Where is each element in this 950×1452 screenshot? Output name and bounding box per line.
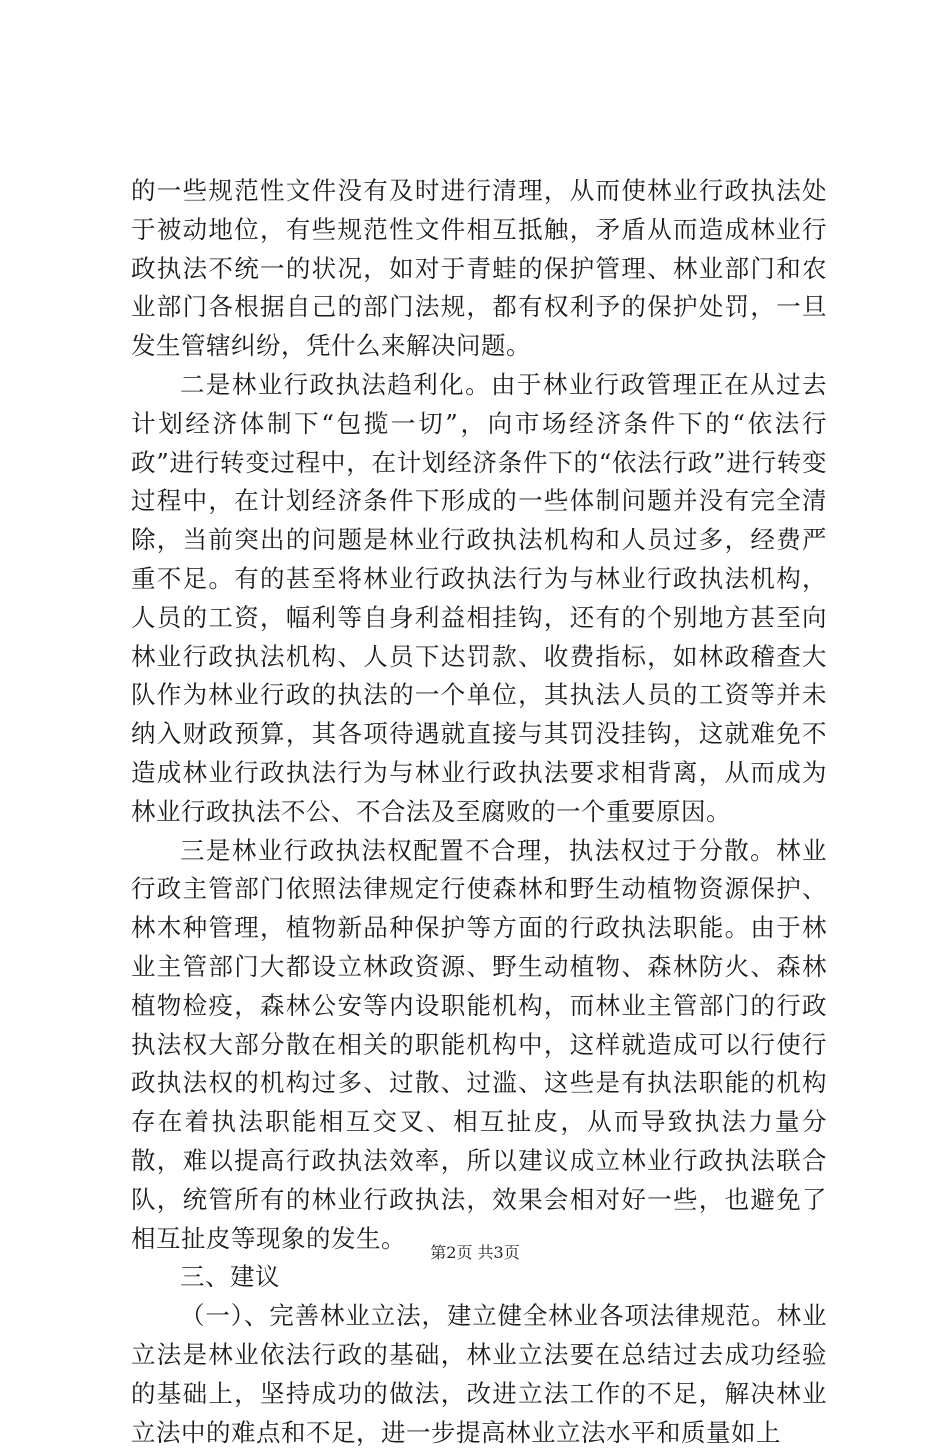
page-footer: 第2页 共3页 — [430, 1243, 520, 1262]
paragraph-suggestion-one: （一）、完善林业立法，建立健全林业各项法律规范。林业立法是林业依法行政的基础，林业立法要在总结过去成功经验的基础上，坚持成功的做法，改进立法工作的不足，解决林业立法中的难点和不足，进一步提高林业立法水平和质量如上 — [131, 1301, 827, 1447]
section-heading-suggestions: 三、建议 — [180, 1262, 280, 1292]
paragraph-profit-driven-enforcement: 二是林业行政执法趋利化。由于林业行政管理正在从过去计划经济体制下“包揽一切”，向市场经济条件下的“依法行政”进行转变过程中，在计划经济条件下的“依法行政”进行转变过程中，在计划经济条件下形成的一些体制问题并没有完全清除，当前突出的问题是林业行政执法机构和人员过多，经费严重不足。有的甚至将林业行政执法行为与林业行政执法机构，人员的工资，幅利等自身利益相挂钩，还有的个别地方甚至向林业行政执法机构、人员下达罚款、收费指标，如林政稽查大队作为林业行政的执法的一个单位，其执法人员的工资等并未纳入财政预算，其各项待遇就直接与其罚没挂钩，这就难免不造成林业行政执法行为与林业行政执法要求相背离，从而成为林业行政执法不公、不合法及至腐败的一个重要原因。 — [131, 369, 827, 826]
paragraph-continuation: 的一些规范性文件没有及时进行清理，从而使林业行政执法处于被动地位，有些规范性文件相互抵触，矛盾从而造成林业行政执法不统一的状况，如对于青蛙的保护管理、林业部门和农业部门各根据自己的部门法规，都有权利予的保护处罚，一旦发生管辖纠纷，凭什么来解决问题。 — [131, 176, 827, 361]
paragraph-enforcement-power-allocation: 三是林业行政执法权配置不合理，执法权过于分散。林业行政主管部门依照法律规定行使森林和野生动植物资源保护、林木种管理，植物新品种保护等方面的行政执法职能。由于林业主管部门大都设立林政资源、野生动植物、森林防火、森林植物检疫，森林公安等内设职能机构，而林业主管部门的行政执法权大部分散在相关的职能机构中，这样就造成可以行使行政执法权的机构过多、过散、过滥、这些是有执法职能的机构存在着执法职能相互交叉、相互扯皮，从而导致执法力量分散，难以提高行政执法效率，所以建议成立林业行政执法联合队，统管所有的林业行政执法，效果会相对好一些，也避免了相互扯皮等现象的发生。 — [131, 835, 827, 1253]
